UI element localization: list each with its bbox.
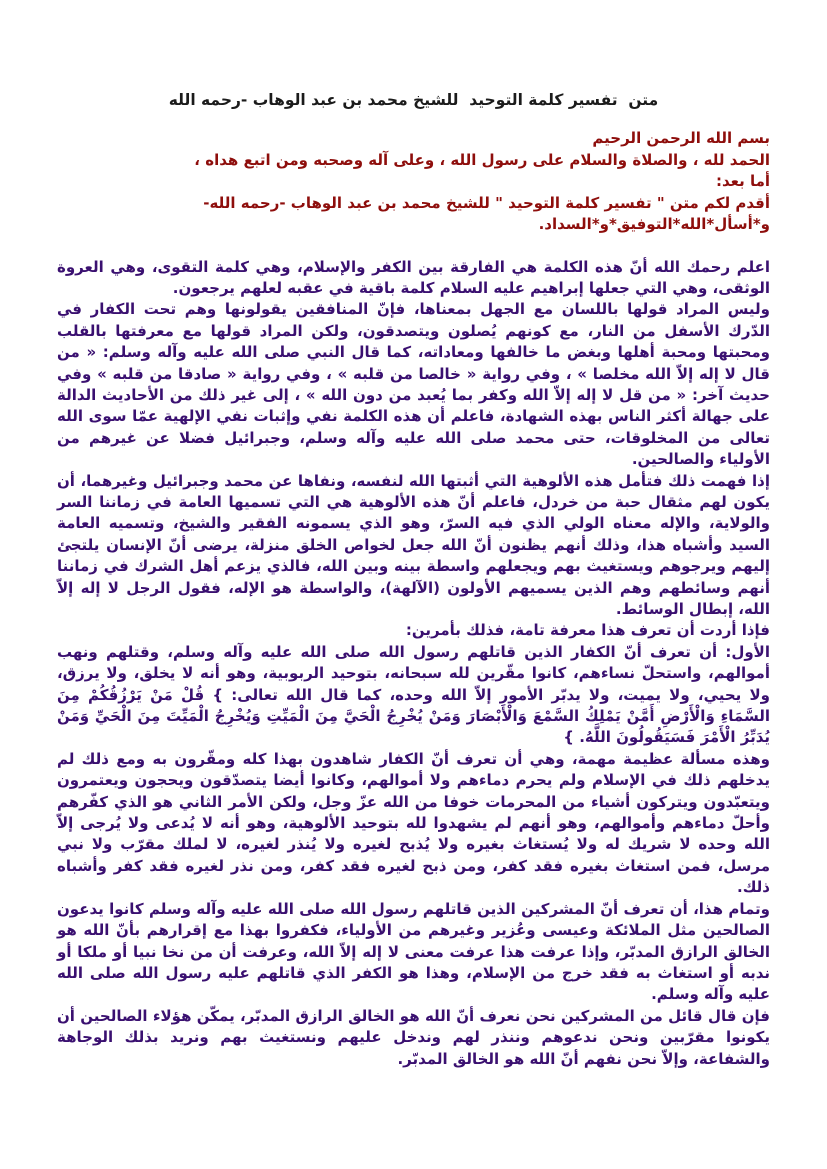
body-paragraph: الأول: أن تعرف أنّ الكفار الذين قاتلهم رسول الله صلى الله عليه وآله وسلم، وقتلهم ونهب أموالهم، واستحلّ نساءهم، كانوا مقّرين لله سبحانه، بتوحيد الربوبية، وهو أنه لا يخلق، ولا يرزق، ولا يحيي، ولا يميت، ولا يدبّر الأمور إلاّ الله وحده، كما قال الله تعالى: } قُلْ مَنْ يَرْزُقُكُمْ مِنَ السَّمَاءِ وَالْأَرْضِ أَمَّنْ يَمْلِكُ السَّمْعَ وَالْأَبْصَارَ وَمَنْ يُخْرِجُ الْحَيَّ مِنَ الْمَيِّتِ وَيُخْرِجُ الْمَيِّتَ مِنَ الْحَيِّ وَمَنْ يُدَبِّرُ الْأَمْرَ فَسَيَقُولُونَ اللَّهُ. } bbox=[57, 642, 770, 747]
intro-line: بسم الله الرحمن الرحيم bbox=[592, 129, 770, 147]
intro-line: أقدم لكم متن " تفسير كلمة التوحيد " للشيخ محمد بن عبد الوهاب -رحمه الله- bbox=[203, 193, 770, 212]
body-paragraph: فإن قال قائل من المشركين نحن نعرف أنّ الله هو الخالق الرازق المدبّر، يمكّن هؤلاء الصالحين أن يكونوا مقرّبين ونحن ندعوهم وننذر لهم وندخل عليهم ونستغيث بهم ونريد بذلك الوجاهة والشفاعة، وإلاّ نحن نفهم أنّ الله هو الخالق المدبّر. bbox=[57, 1006, 770, 1068]
intro-line: أما بعد: bbox=[715, 172, 770, 190]
body-paragraph: اعلم رحمك الله أنّ هذه الكلمة هي الفارقة بين الكفر والإسلام، وهي كلمة التقوى، وهي العروة الوثقى، وهي التي جعلها إبراهيم عليه السلام كلمة باقية في عقبه لعلهم يرجعون. bbox=[57, 257, 770, 297]
body-paragraph: إذا فهمت ذلك فتأمل هذه الألوهية التي أثبتها الله لنفسه، ونفاها عن محمد وجبرائيل وغيرهما، أن يكون لهم مثقال حبة من خردل، فاعلم أنّ هذه الألوهية هي التي تسميها العامة في زماننا السر والولاية، والإله معناه الولي الذي فيه السرّ، وهو الذي يسمونه الفقير والشيخ، وتسميه العامة السيد وأشباه هذا، وذلك أنهم يظنون أنّ الله جعل لخواص الخلق منزلة، يرضى أنّ الإنسان يلتجئ إليهم ويرجوهم ويستغيث بهم ويجعلهم واسطة بينه وبين الله، فالذي يزعم أهل الشرك في زماننا أنهم وسائطهم وهم الذين يسميهم الأولون (الآلهة)، والواسطة هو الإله، فقول الرجل لا إله إلاّ الله، إبطال الوسائط. bbox=[57, 471, 770, 618]
body-paragraph: وهذه مسألة عظيمة مهمة، وهي أن تعرف أنّ الكفار شاهدون بهذا كله ومقّرون به ومع ذلك لم يدخلهم ذلك في الإسلام ولم يحرم دماءهم ولا أموالهم، وكانوا أيضا يتصدّقون ويحجون ويعتمرون ويتعبّدون ويتركون أشياء من المحرمات خوفا من الله عزّ وجل، ولكن الأمر الثاني هو الذي كفّرهم وأحلّ دماءهم وأموالهم، وهو أنهم لم يشهدوا لله بتوحيد الألوهية، وهو أنه لا يُدعى ولا يُرجى إلاّ الله وحده لا شريك له ولا يُستغاث بغيره ولا يُذبح لغيره ولا يُنذر لغيره، لا لملك مقرّب ولا نبي مرسل، فمن استغاث بغيره فقد كفر، ومن ذبح لغيره فقد كفر، ومن نذر لغيره فقد كفر وأشباه ذلك. bbox=[57, 749, 770, 897]
intro-line: و*أسأل*الله*التوفيق*و*السداد. bbox=[538, 215, 770, 233]
body-section bbox=[57, 257, 770, 1070]
document-title: متن تفسير كلمة التوحيد للشيخ محمد بن عبد الوهاب -رحمه الله bbox=[168, 91, 659, 109]
intro-section bbox=[57, 128, 770, 236]
intro-line: الحمد لله ، والصلاة والسلام على رسول الله ، وعلى آله وصحبه ومن اتبع هداه ، bbox=[194, 150, 770, 169]
body-paragraph: وليس المراد قولها باللسان مع الجهل بمعناها، فإنّ المنافقين يقولونها وهم تحت الكفار في الدّرك الأسفل من النار، مع كونهم يُصلون ويتصدقون، ولكن المراد قولها مع معرفتها بالقلب ومحبتها ومحبة أهلها وبغض ما خالفها ومعاداته، كما قال النبي صلى الله عليه وآله وسلم: « من قال لا إله إلاّ الله مخلصا » ، وفي رواية « خالصا من قلبه » ، وفي رواية « صادقا من قلبه » وفي حديث آخر: « من قل لا إله إلاّ الله وكفر بما يُعبد من دون الله » ، إلى غير ذلك من الأحاديث الدالة على جهالة أكثر الناس بهذه الشهادة، فاعلم أن هذه الكلمة نفي وإثبات نفي الإلهية عمّا سوى الله تعالى من المخلوقات، حتى محمد صلى الله عليه وآله وسلم، وجبرائيل فضلا عن غيرهم من الأولياء والصالحين. bbox=[57, 300, 770, 469]
body-paragraph: فإذا أردت أن تعرف هذا معرفة تامة، فذلك بأمرين: bbox=[405, 621, 770, 640]
body-paragraph: وتمام هذا، أن تعرف أنّ المشركين الذين قاتلهم رسول الله صلى الله عليه وآله وسلم كانوا يدعون الصالحين مثل الملائكة وعيسى وعُزير وغيرهم من الأولياء، فكفروا بهذا مع إقرارهم بأنّ الله هو الخالق الرازق المدبّر، وإذا عرفت هذا عرفت معنى لا إله إلاّ الله، وعرفت أن من نخا نبيا أو ملكا أو ندبه أو استغاث به فقد خرج من الإسلام، وهذا هو الكفر الذي قاتلهم عليه رسول الله صلى الله عليه وآله وسلم. bbox=[57, 899, 770, 1004]
